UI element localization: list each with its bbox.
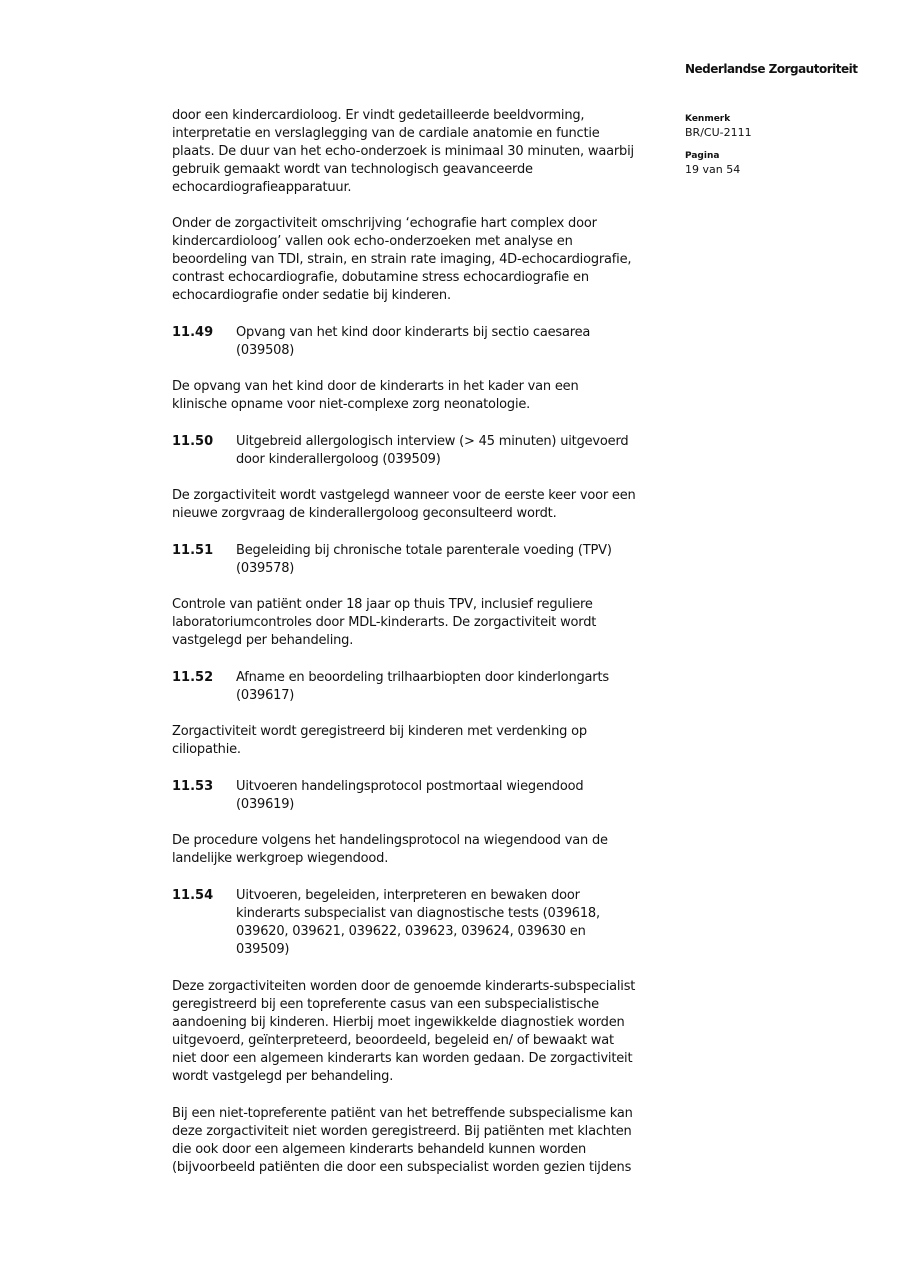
text-line: laboratoriumcontroles door MDL-kinderarts. De zorgactiviteit wordt bbox=[172, 615, 597, 630]
text-line: Controle van patiënt onder 18 jaar op thuis TPV, inclusief reguliere bbox=[172, 597, 593, 612]
text-line: De procedure volgens het handelingsprotocol na wiegendood van de bbox=[172, 833, 608, 848]
section-title-line: kinderarts subspecialist van diagnostische tests (039618, bbox=[236, 906, 600, 921]
section-title-line: (039619) bbox=[236, 797, 295, 812]
text-line: uitgevoerd, geïnterpreteerd, beoordeeld, begeleid en/ of bewaakt wat bbox=[172, 1033, 614, 1048]
text-line: niet door een algemeen kinderarts kan worden gedaan. De zorgactiviteit bbox=[172, 1051, 633, 1066]
text-line: interpretatie en verslaglegging van de cardiale anatomie en functie bbox=[172, 126, 600, 141]
kenmerk-value: BR/CU-2111 bbox=[685, 126, 752, 139]
text-line: gebruik gemaakt wordt van technologisch geavanceerde bbox=[172, 162, 533, 177]
organization-name: Nederlandse Zorgautoriteit bbox=[685, 62, 858, 76]
pagina-value: 19 van 54 bbox=[685, 163, 741, 176]
section-number: 11.49 bbox=[172, 325, 214, 340]
text-line: aandoening bij kinderen. Hierbij moet ingewikkelde diagnostiek worden bbox=[172, 1015, 625, 1030]
section-title-line: Uitvoeren, begeleiden, interpreteren en bewaken door bbox=[236, 888, 580, 903]
text-line: nieuwe zorgvraag de kinderallergoloog geconsulteerd wordt. bbox=[172, 506, 557, 521]
text-line: klinische opname voor niet-complexe zorg neonatologie. bbox=[172, 397, 531, 412]
section-title-line: 039620, 039621, 039622, 039623, 039624, 039630 en bbox=[236, 924, 586, 939]
text-line: Onder de zorgactiviteit omschrijving ‘echografie hart complex door bbox=[172, 216, 597, 231]
text-line: Bij een niet-topreferente patiënt van het betreffende subspecialisme kan bbox=[172, 1106, 633, 1121]
section-number: 11.53 bbox=[172, 779, 214, 794]
text-line: echocardiografieapparatuur. bbox=[172, 180, 352, 195]
pagina-label: Pagina bbox=[685, 151, 720, 161]
text-line: deze zorgactiviteit niet worden geregistreerd. Bij patiënten met klachten bbox=[172, 1124, 632, 1139]
text-line: door een kindercardioloog. Er vindt gedetailleerde beeldvorming, bbox=[172, 108, 585, 123]
text-line: ciliopathie. bbox=[172, 742, 241, 757]
text-line: (bijvoorbeeld patiënten die door een subspecialist worden gezien tijdens bbox=[172, 1160, 632, 1175]
section-title-line: Uitgebreid allergologisch interview (> 45 minuten) uitgevoerd bbox=[236, 434, 629, 449]
section-number: 11.50 bbox=[172, 434, 214, 449]
text-line: kindercardioloog’ vallen ook echo-onderzoeken met analyse en bbox=[172, 234, 573, 249]
section-title-line: Afname en beoordeling trilhaarbiopten door kinderlongarts bbox=[236, 670, 609, 685]
text-line: plaats. De duur van het echo-onderzoek is minimaal 30 minuten, waarbij bbox=[172, 144, 634, 159]
section-number: 11.51 bbox=[172, 543, 214, 558]
text-line: contrast echocardiografie, dobutamine stress echocardiografie en bbox=[172, 270, 589, 285]
section-title-line: (039508) bbox=[236, 343, 295, 358]
section-number: 11.52 bbox=[172, 670, 214, 685]
text-line: beoordeling van TDI, strain, en strain rate imaging, 4D-echocardiografie, bbox=[172, 252, 632, 267]
text-line: Zorgactiviteit wordt geregistreerd bij kinderen met verdenking op bbox=[172, 724, 587, 739]
section-title-line: Begeleiding bij chronische totale parenterale voeding (TPV) bbox=[236, 543, 612, 558]
section-title-line: Uitvoeren handelingsprotocol postmortaal wiegendood bbox=[236, 779, 584, 794]
text-line: die ook door een algemeen kinderarts behandeld kunnen worden bbox=[172, 1142, 587, 1157]
text-line: vastgelegd per behandeling. bbox=[172, 633, 354, 648]
section-title-line: Opvang van het kind door kinderarts bij sectio caesarea bbox=[236, 325, 591, 340]
text-line: wordt vastgelegd per behandeling. bbox=[172, 1069, 394, 1084]
text-line: landelijke werkgroep wiegendood. bbox=[172, 851, 389, 866]
text-line: geregistreerd bij een topreferente casus van een subspecialistische bbox=[172, 997, 599, 1012]
section-number: 11.54 bbox=[172, 888, 214, 903]
section-title-line: 039509) bbox=[236, 942, 290, 957]
section-title-line: (039617) bbox=[236, 688, 295, 703]
kenmerk-label: Kenmerk bbox=[685, 114, 731, 124]
text-line: De opvang van het kind door de kinderarts in het kader van een bbox=[172, 379, 579, 394]
section-title-line: door kinderallergoloog (039509) bbox=[236, 452, 441, 467]
section-title-line: (039578) bbox=[236, 561, 295, 576]
text-line: De zorgactiviteit wordt vastgelegd wanneer voor de eerste keer voor een bbox=[172, 488, 636, 503]
text-line: echocardiografie onder sedatie bij kinderen. bbox=[172, 288, 451, 303]
text-line: Deze zorgactiviteiten worden door de genoemde kinderarts-subspecialist bbox=[172, 979, 636, 994]
